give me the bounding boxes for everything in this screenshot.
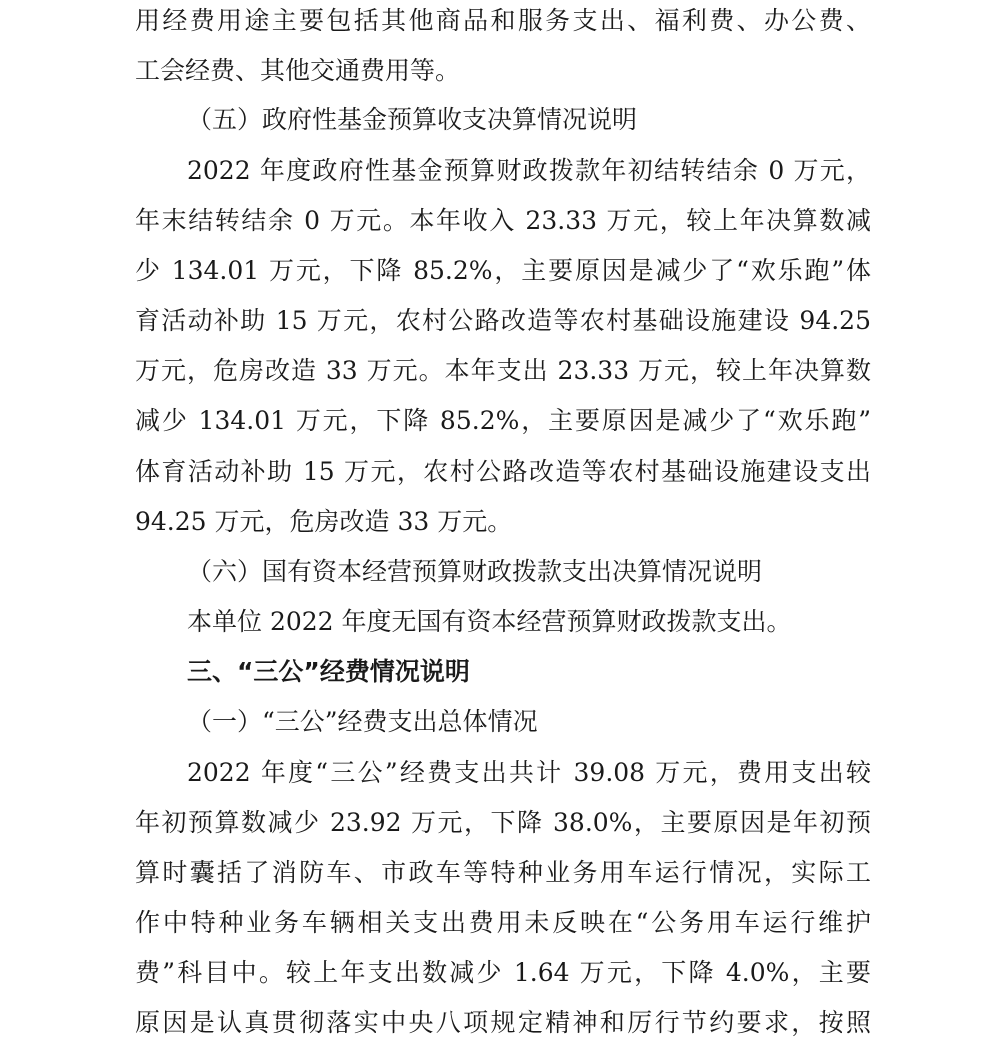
section-heading-6: （六）国有资本经营预算财政拨款支出决算情况说明 (187, 557, 763, 586)
paragraph-line: 用经费用途主要包括其他商品和服务支出、福利费、办公费、 (135, 6, 871, 35)
paragraph-line: 万元，危房改造 33 万元。本年支出 23.33 万元，较上年决算数 (135, 356, 871, 385)
paragraph-line: 原因是认真贯彻落实中央八项规定精神和厉行节约要求，按照 (135, 1008, 871, 1037)
paragraph-line: 算时囊括了消防车、市政车等特种业务用车运行情况，实际工 (135, 858, 871, 887)
paragraph-line: 费”科目中。较上年支出数减少 1.64 万元，下降 4.0%，主要 (135, 958, 871, 987)
paragraph-line: 减少 134.01 万元，下降 85.2%，主要原因是减少了“欢乐跑” (135, 406, 871, 435)
paragraph-line: 94.25 万元，危房改造 33 万元。 (135, 507, 513, 536)
paragraph-line: 2022 年度“三公”经费支出共计 39.08 万元，费用支出较 (187, 758, 871, 787)
paragraph-line: 2022 年度政府性基金预算财政拨款年初结转结余 0 万元， (187, 156, 871, 185)
paragraph-line: 工会经费、其他交通费用等。 (135, 56, 461, 85)
chapter-heading-3: 三、“三公”经费情况说明 (187, 657, 470, 686)
paragraph-line: 年末结转结余 0 万元。本年收入 23.33 万元，较上年决算数减 (135, 206, 871, 235)
paragraph-line: 本单位 2022 年度无国有资本经营预算财政拨款支出。 (187, 607, 792, 636)
paragraph-line: 作中特种业务车辆相关支出费用未反映在“公务用车运行维护 (135, 908, 871, 937)
section-heading-1: （一）“三公”经费支出总体情况 (187, 707, 538, 736)
section-heading-5: （五）政府性基金预算收支决算情况说明 (187, 105, 638, 134)
paragraph-line: 体育活动补助 15 万元，农村公路改造等农村基础设施建设支出 (135, 457, 871, 486)
paragraph-line: 少 134.01 万元，下降 85.2%，主要原因是减少了“欢乐跑”体 (135, 256, 871, 285)
paragraph-line: 年初预算数减少 23.92 万元，下降 38.0%，主要原因是年初预 (135, 808, 871, 837)
paragraph-line: 育活动补助 15 万元，农村公路改造等农村基础设施建设 94.25 (135, 306, 871, 335)
